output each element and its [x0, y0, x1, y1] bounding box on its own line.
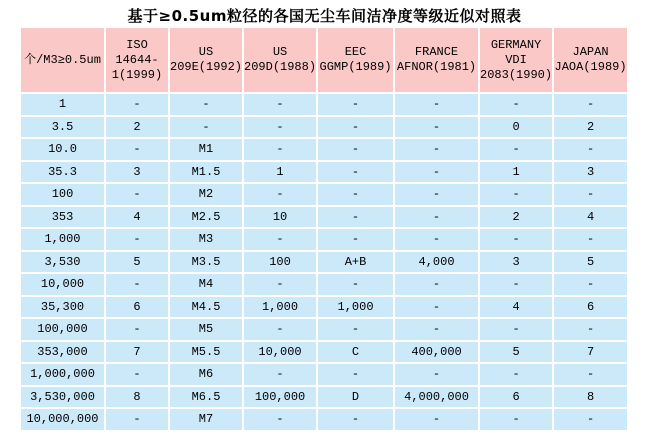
table-cell: - [106, 274, 168, 295]
column-header-us-209e-1992 [170, 28, 242, 92]
header-row [21, 28, 627, 92]
table-cell: 400,000 [395, 342, 478, 363]
table-cell: M4 [170, 274, 242, 295]
table-row [21, 207, 627, 228]
column-header-line: ISO [126, 37, 148, 52]
table-cell: - [170, 117, 242, 138]
table-row [21, 342, 627, 363]
table-cell: - [318, 229, 393, 250]
table-row [21, 409, 627, 430]
table-cell: - [170, 94, 242, 115]
table-cell: 3.5 [21, 117, 104, 138]
table-cell: - [244, 319, 316, 340]
table-cell: - [554, 319, 627, 340]
table-cell: - [554, 184, 627, 205]
table-cell: 3,530 [21, 252, 104, 273]
table-cell: M3 [170, 229, 242, 250]
table-cell: 1,000,000 [21, 364, 104, 385]
table-cell: 8 [106, 387, 168, 408]
table-cell: - [244, 274, 316, 295]
table-cell: 3,530,000 [21, 387, 104, 408]
table-cell: 4 [106, 207, 168, 228]
table-cell: 10,000 [21, 274, 104, 295]
column-header-iso-14644-1-1999 [106, 28, 168, 92]
table-cell: 10.0 [21, 139, 104, 160]
table-cell: 4,000 [395, 252, 478, 273]
table-cell: M3.5 [170, 252, 242, 273]
table-cell: - [318, 319, 393, 340]
column-header-eec-ggmp-1989 [318, 28, 393, 92]
table-cell: 6 [480, 387, 552, 408]
table-cell: - [480, 319, 552, 340]
column-header-line: JAOA(1989) [554, 60, 627, 74]
table-cell: - [106, 229, 168, 250]
table-cell: - [395, 207, 478, 228]
table-row [21, 364, 627, 385]
column-header-line: AFNOR(1981) [396, 60, 477, 74]
page-title: 基于≥0.5um粒径的各国无尘车间洁净度等级近似对照表 [127, 7, 522, 25]
table-cell: - [395, 94, 478, 115]
column-header-france-afnor-1981 [395, 28, 478, 92]
table-row [21, 117, 627, 138]
column-header-line: FRANCE [414, 45, 459, 59]
table-cell: 100 [21, 184, 104, 205]
table-cell: - [318, 94, 393, 115]
table-cell: - [480, 409, 552, 430]
table-cell: - [244, 229, 316, 250]
table-cell: M2 [170, 184, 242, 205]
table-cell: M7 [170, 409, 242, 430]
table-cell: - [244, 117, 316, 138]
table-cell: 1 [244, 162, 316, 183]
table-cell: - [554, 364, 627, 385]
table-cell: - [244, 184, 316, 205]
table-cell: - [106, 409, 168, 430]
table-cell: 10,000 [244, 342, 316, 363]
table-cell: - [395, 117, 478, 138]
table-cell: - [395, 184, 478, 205]
table-cell: 3 [554, 162, 627, 183]
table-cell: - [480, 139, 552, 160]
table-cell: M1.5 [170, 162, 242, 183]
table-cell: 6 [554, 297, 627, 318]
table-row [21, 229, 627, 250]
table-cell: - [106, 184, 168, 205]
table-cell: - [106, 364, 168, 385]
table-cell: 10,000,000 [21, 409, 104, 430]
table-cell: 35.3 [21, 162, 104, 183]
table-cell: D [318, 387, 393, 408]
table-cell: 0 [480, 117, 552, 138]
table-cell: 7 [106, 342, 168, 363]
table-body [21, 94, 627, 430]
table-cell: C [318, 342, 393, 363]
table-cell: - [395, 409, 478, 430]
table-row [21, 184, 627, 205]
table-cell: - [318, 409, 393, 430]
table-cell: - [554, 409, 627, 430]
table-cell: M5 [170, 319, 242, 340]
table-cell: - [244, 94, 316, 115]
table-row [21, 162, 627, 183]
table-cell: 6 [106, 297, 168, 318]
table-cell: 10 [244, 207, 316, 228]
column-header-line: 209D(1988) [244, 60, 317, 74]
table-cell: - [318, 184, 393, 205]
table-cell: - [554, 274, 627, 295]
table-cell: - [554, 94, 627, 115]
table-row [21, 252, 627, 273]
column-header-line: 14644- [115, 52, 159, 67]
table-cell: 8 [554, 387, 627, 408]
table-cell: M4.5 [170, 297, 242, 318]
table-cell: 100,000 [244, 387, 316, 408]
column-header-line: US [198, 45, 214, 59]
column-header-germany-vdi-2083-1990 [480, 28, 552, 92]
table-cell: 35,300 [21, 297, 104, 318]
table-cell: 1,000 [244, 297, 316, 318]
table-cell: - [318, 274, 393, 295]
column-header-line: VDI [505, 52, 527, 67]
column-header-line: EEC [344, 45, 367, 59]
table-cell: - [480, 229, 552, 250]
column-header-particles-per-m3 [21, 28, 104, 92]
table-cell: M2.5 [170, 207, 242, 228]
table-cell: - [106, 319, 168, 340]
column-header-line: JAPAN [572, 45, 609, 59]
table-cell: 100 [244, 252, 316, 273]
table-cell: 1,000 [318, 297, 393, 318]
table-cell: 5 [480, 342, 552, 363]
table-row [21, 297, 627, 318]
table-row [21, 94, 627, 115]
table-cell: - [244, 409, 316, 430]
table-cell: - [244, 364, 316, 385]
table-cell: - [395, 297, 478, 318]
column-header-line: 2083(1990) [480, 67, 553, 82]
column-header-line: 个/M3≥0.5um [24, 52, 101, 67]
table-cell: 4 [480, 297, 552, 318]
cleanroom-standards-comparison-table [19, 26, 629, 432]
table-cell: - [395, 162, 478, 183]
table-row [21, 139, 627, 160]
table-cell: 5 [554, 252, 627, 273]
column-header-line: GERMANY [490, 37, 542, 52]
table-cell: 2 [554, 117, 627, 138]
table-row [21, 387, 627, 408]
table-cell: - [244, 139, 316, 160]
table-cell: 4,000,000 [395, 387, 478, 408]
table-cell: 2 [480, 207, 552, 228]
table-cell: - [480, 364, 552, 385]
table-cell: - [480, 94, 552, 115]
table-cell: - [480, 274, 552, 295]
table-cell: - [318, 139, 393, 160]
column-header-line: 209E(1992) [170, 60, 243, 74]
table-cell: 2 [106, 117, 168, 138]
table-cell: 7 [554, 342, 627, 363]
table-row [21, 274, 627, 295]
table-cell: - [318, 117, 393, 138]
table-cell: 4 [554, 207, 627, 228]
table-cell: - [554, 229, 627, 250]
table-cell: 1 [480, 162, 552, 183]
table-cell: M5.5 [170, 342, 242, 363]
table-cell: - [106, 94, 168, 115]
table-cell: - [554, 139, 627, 160]
table-cell: 3 [480, 252, 552, 273]
table-cell: 1 [21, 94, 104, 115]
table-cell: - [395, 364, 478, 385]
table-cell: M6 [170, 364, 242, 385]
table-cell: A+B [318, 252, 393, 273]
table-cell: - [318, 162, 393, 183]
table-cell: M1 [170, 139, 242, 160]
table-cell: - [318, 364, 393, 385]
table-cell: 100,000 [21, 319, 104, 340]
column-header-line: GGMP(1989) [319, 60, 392, 74]
column-header-line: 1(1999) [111, 67, 163, 82]
table-cell: - [395, 319, 478, 340]
table-cell: - [480, 184, 552, 205]
table-cell: - [395, 274, 478, 295]
table-cell: - [318, 207, 393, 228]
column-header-line: US [272, 45, 288, 59]
table-cell: 353,000 [21, 342, 104, 363]
table-cell: - [395, 229, 478, 250]
table-cell: - [395, 139, 478, 160]
table-cell: 3 [106, 162, 168, 183]
column-header-japan-jaoa-1989 [554, 28, 627, 92]
table-header [21, 28, 627, 92]
table-cell: 1,000 [21, 229, 104, 250]
column-header-us-209d-1988 [244, 28, 316, 92]
table-cell: M6.5 [170, 387, 242, 408]
table-cell: 353 [21, 207, 104, 228]
table-row [21, 319, 627, 340]
table-cell: 5 [106, 252, 168, 273]
table-cell: - [106, 139, 168, 160]
